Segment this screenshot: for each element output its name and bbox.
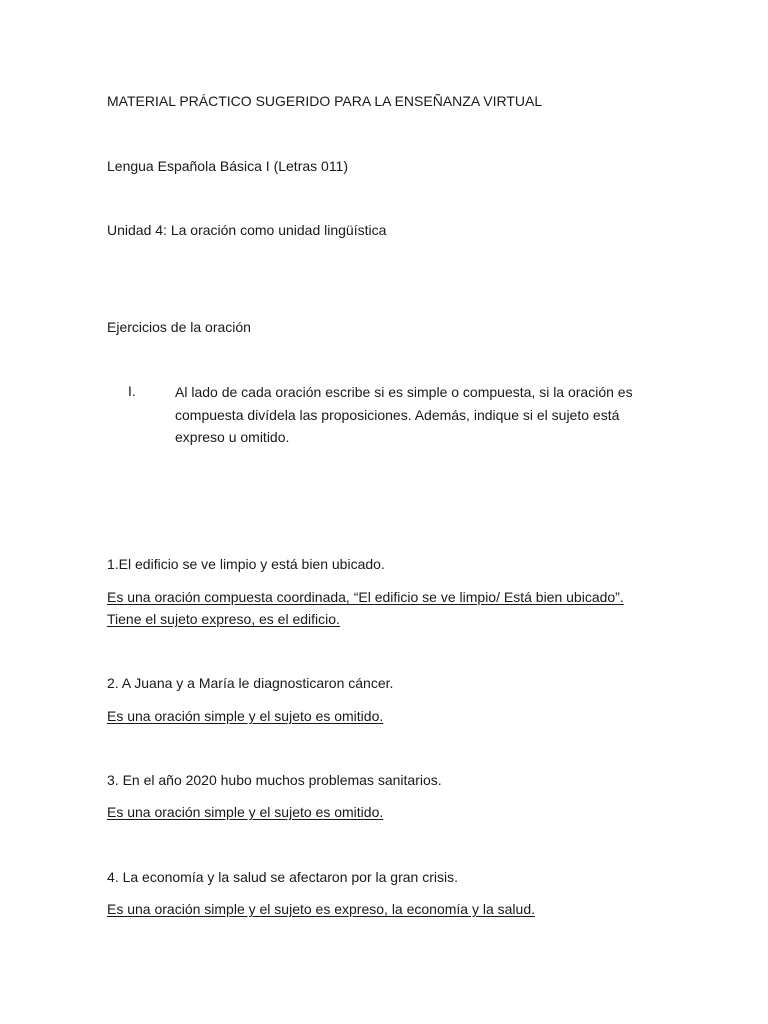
answer-line: Es una oración simple y el sujeto es omitido. bbox=[107, 804, 384, 820]
exercise-sentence: 3. En el año 2020 hubo muchos problemas sanitarios. bbox=[107, 772, 442, 788]
exercise-answer bbox=[107, 586, 624, 630]
exercise-sentence: 1.El edificio se ve limpio y está bien ubicado. bbox=[107, 556, 385, 572]
exercise-answer bbox=[107, 801, 383, 823]
exercise-sentence: 4. La economía y la salud se afectaron por la gran crisis. bbox=[107, 869, 458, 885]
exercise-sentence: 2. A Juana y a María le diagnosticaron cáncer. bbox=[107, 675, 394, 691]
unit-title: Unidad 4: La oración como unidad lingüística bbox=[107, 222, 387, 238]
course-name: Lengua Española Básica I (Letras 011) bbox=[107, 158, 349, 174]
answer-line: Es una oración compuesta coordinada, “El edificio se ve limpio/ Está bien ubicado”. bbox=[107, 589, 624, 605]
list-marker: I. bbox=[128, 383, 136, 399]
document-title: MATERIAL PRÁCTICO SUGERIDO PARA LA ENSEÑANZA VIRTUAL bbox=[107, 93, 543, 109]
answer-line: Es una oración simple y el sujeto es expreso, la economía y la salud. bbox=[107, 901, 536, 917]
answer-line: Es una oración simple y el sujeto es omitido. bbox=[107, 708, 384, 724]
instruction-text: Al lado de cada oración escribe si es simple o compuesta, si la oración es compuesta divídela las proposiciones. Además, indique si el sujeto está expreso u omitido. bbox=[175, 384, 633, 445]
answer-line: Tiene el sujeto expreso, es el edificio. bbox=[107, 611, 340, 627]
exercise-answer bbox=[107, 898, 535, 920]
section-heading: Ejercicios de la oración bbox=[107, 319, 251, 335]
exercise-answer bbox=[107, 705, 383, 727]
